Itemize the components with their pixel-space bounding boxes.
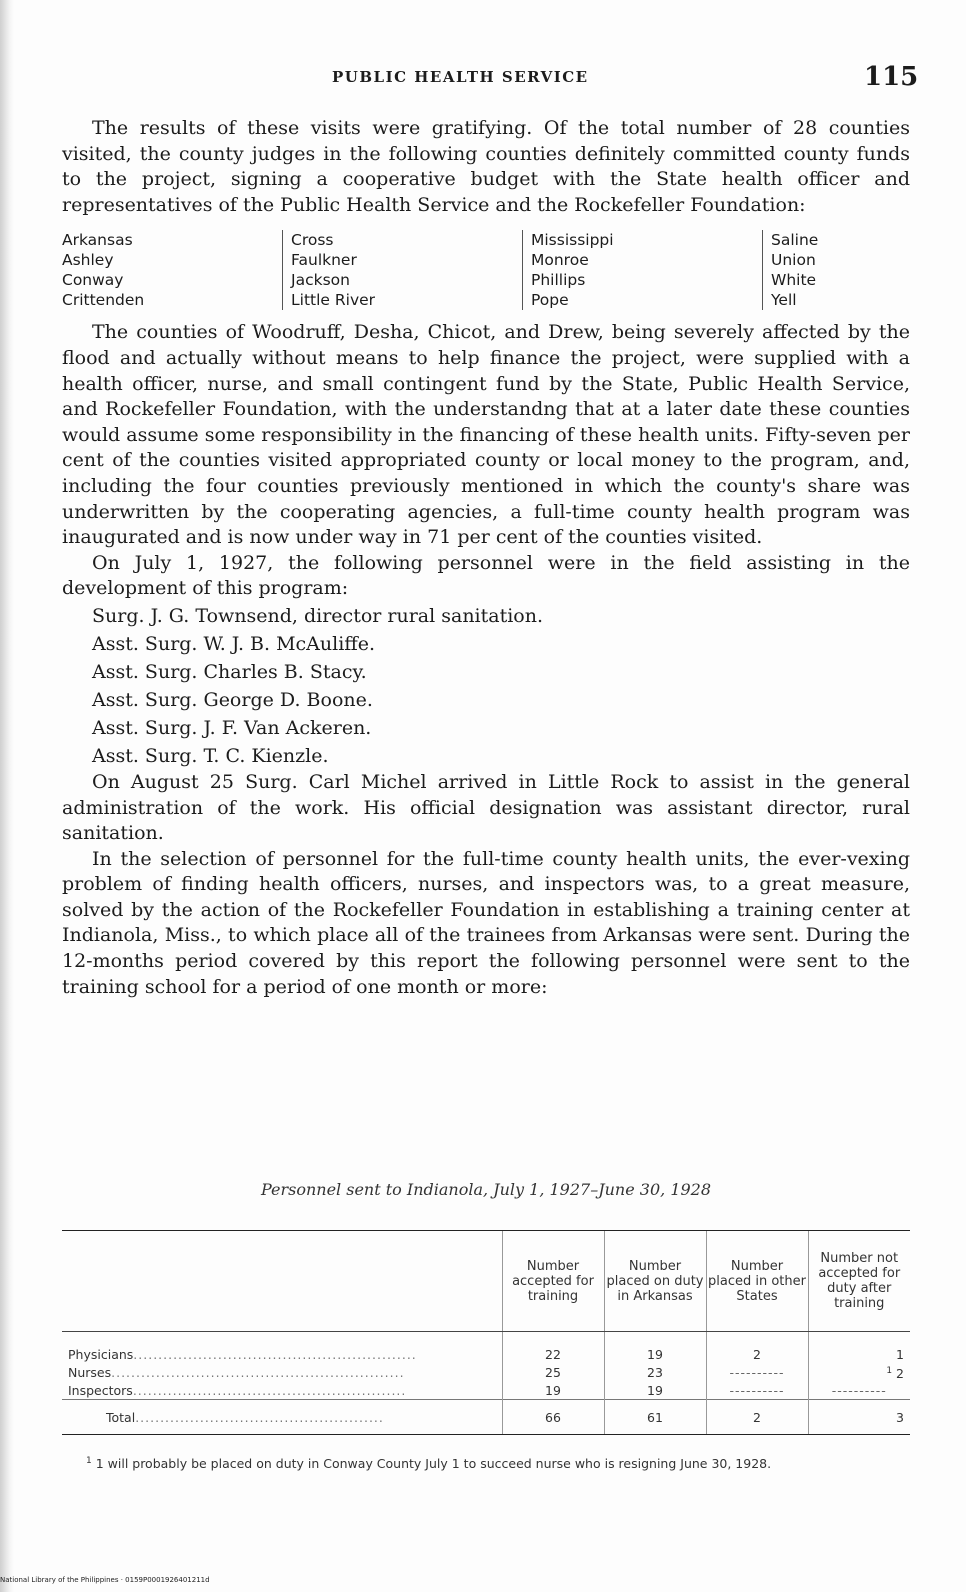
footnote-text: 1 will probably be placed on duty in Conway County July 1 to succeed nurse who is resigning June 30, 1928. [95, 1456, 772, 1472]
county-name: Conway [62, 271, 124, 290]
total-label-cell [62, 1400, 502, 1435]
county-name: Monroe [531, 251, 589, 270]
empty-dashes: ---------- [729, 1383, 785, 1399]
county-name: Yell [771, 291, 797, 310]
other-states-cell [706, 1363, 808, 1382]
arkansas-cell: 19 [604, 1332, 706, 1364]
county-name: Pope [531, 291, 569, 310]
county-column [762, 230, 902, 310]
county-name: Mississippi [531, 231, 614, 250]
table-row [62, 1363, 910, 1382]
michel-paragraph: On August 25 Surg. Carl Michel arrived in Little Rock to assist in the general administration of the work. His official designation was assistant director, rural sanitation. [62, 770, 910, 845]
page-edge-shadow [0, 0, 14, 1592]
personnel-item: Asst. Surg. J. F. Van Ackeren. [92, 716, 372, 739]
leader-dots: ........................................................... [111, 1365, 405, 1381]
table-header-blank [62, 1231, 502, 1332]
arkansas-cell: 19 [604, 1382, 706, 1400]
personnel-item: Asst. Surg. Charles B. Stacy. [92, 660, 367, 683]
intro-paragraph: The results of these visits were gratifying. Of the total number of 28 counties visited, the county judges in the following counties definitely committed county funds to the project, signing a cooperative budget with the State health officer and representatives of the Public Health Service and the Rockefeller Foundation: [62, 117, 910, 216]
arkansas-cell: 23 [604, 1363, 706, 1382]
other-states-cell [706, 1382, 808, 1400]
total-label: Total [106, 1409, 136, 1425]
page-header [0, 62, 966, 92]
county-name: Union [771, 251, 816, 270]
column-header: Number placed on duty in Arkansas [604, 1231, 706, 1332]
other-states-cell: 2 [706, 1332, 808, 1364]
row-label: Physicians [68, 1347, 134, 1362]
county-name: Ashley [62, 251, 114, 270]
leader-dots: ....................................................... [132, 1383, 407, 1399]
training-paragraph: In the selection of personnel for the full-time county health units, the ever-vexing problem of finding health officers, nurses, and inspectors was, to a great measure, solved by the action of the Rockefeller Foundation in establishing a training center at Indianola, Miss., to which place all of the trainees from Arkansas were sent. During the 12-months period covered by this report the following personnel were sent to the training school for a period of one month or more: [62, 847, 910, 998]
county-name: Phillips [531, 271, 586, 290]
personnel-list [62, 602, 910, 770]
table-row [62, 1332, 910, 1364]
county-name: Cross [291, 231, 334, 250]
table-header-row [62, 1231, 910, 1332]
empty-dashes: ---------- [729, 1365, 785, 1381]
county-name: White [771, 271, 817, 290]
county-name: Crittenden [62, 291, 145, 310]
footnote-marker: 1 [886, 1366, 893, 1376]
not-accepted-value: 2 [896, 1366, 904, 1382]
county-name: Little River [291, 291, 376, 310]
personnel-item: Surg. J. G. Townsend, director rural sanitation. [92, 604, 544, 627]
column-header: Number placed in other States [706, 1231, 808, 1332]
accepted-cell: 25 [502, 1363, 604, 1382]
accepted-cell: 22 [502, 1332, 604, 1364]
scan-footer: National Library of the Philippines · 0159P0001926401211d [0, 1576, 210, 1584]
personnel-item: Asst. Surg. W. J. B. McAuliffe. [92, 632, 376, 655]
county-name: Faulkner [291, 251, 357, 270]
total-not-accepted: 3 [808, 1400, 910, 1435]
not-accepted-cell [808, 1363, 910, 1382]
county-column [522, 230, 762, 310]
flood-paragraph: The counties of Woodruff, Desha, Chicot, and Drew, being severely affected by the flood and actually without means to help finance the project, were supplied with a health officer, nurse, and small contingent fund by the State, Public Health Service, and Rockefeller Foundation, with the understandng that at a later date these counties would assume some responsibility in the financing of these health units. Fifty-seven per cent of the counties visited appropriated county or local money to the program, and, including the four counties previously mentioned in which the county's share was underwritten by the cooperating agencies, a full-time county health program was inaugurated and is now under way in 71 per cent of the counties visited. [62, 321, 910, 549]
column-header: Number not accepted for duty after training [808, 1231, 910, 1332]
page-number: 115 [864, 62, 919, 92]
row-label-cell [62, 1363, 502, 1382]
county-column [62, 230, 282, 310]
row-label: Inspectors [68, 1383, 133, 1399]
table-row [62, 1382, 910, 1400]
total-other-states: 2 [706, 1400, 808, 1435]
personnel-table [62, 1230, 910, 1435]
personnel-item: Asst. Surg. T. C. Kienzle. [92, 744, 329, 767]
footnote [62, 1454, 910, 1471]
accepted-cell: 19 [502, 1382, 604, 1400]
row-label-cell [62, 1382, 502, 1400]
running-title: PUBLIC HEALTH SERVICE [332, 68, 589, 86]
county-name: Jackson [291, 271, 350, 290]
total-row [62, 1400, 910, 1435]
leader-dots: .................................................. [135, 1409, 384, 1425]
county-list [62, 230, 910, 310]
total-arkansas: 61 [604, 1400, 706, 1435]
footnote-marker: 1 [86, 1456, 92, 1466]
page-body [62, 116, 910, 1000]
county-name: Arkansas [62, 231, 133, 250]
leader-dots: ......................................................... [133, 1347, 417, 1362]
empty-dashes: ---------- [831, 1383, 887, 1399]
personnel-paragraph: On July 1, 1927, the following personnel were in the field assisting in the development of this program: [62, 551, 910, 600]
total-accepted: 66 [502, 1400, 604, 1435]
row-label: Nurses [68, 1365, 112, 1381]
column-header: Number accepted for training [502, 1231, 604, 1332]
personnel-item: Asst. Surg. George D. Boone. [92, 688, 373, 711]
county-name: Saline [771, 231, 819, 250]
county-column [282, 230, 522, 310]
not-accepted-cell: 1 [808, 1332, 910, 1364]
not-accepted-cell [808, 1382, 910, 1400]
row-label-cell [62, 1332, 502, 1364]
table-caption: Personnel sent to Indianola, July 1, 1927–June 30, 1928 [260, 1180, 712, 1199]
